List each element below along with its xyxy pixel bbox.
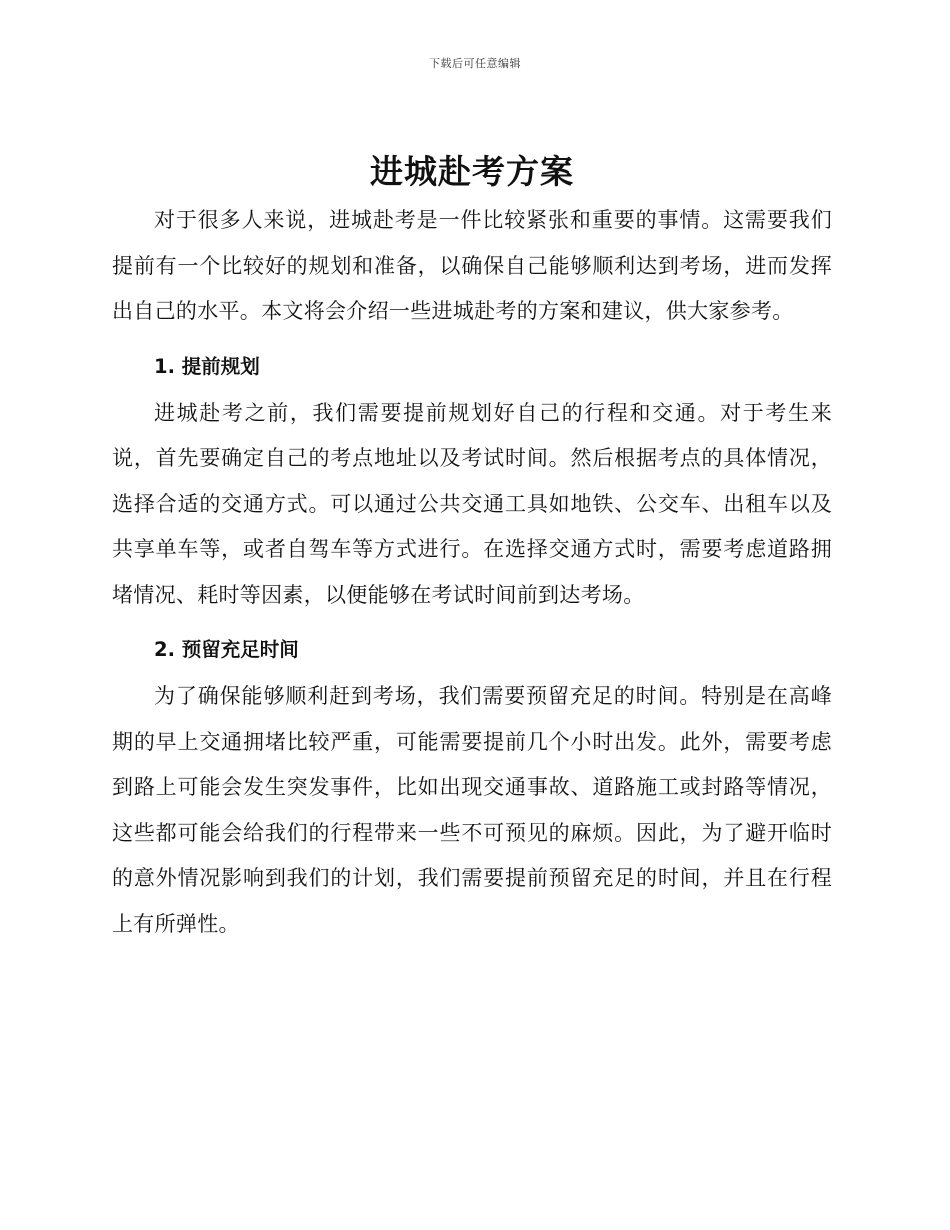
intro-paragraph: 对于很多人来说，进城赴考是一件比较紧张和重要的事情。这需要我们提前有一个比较好的规划和准备，以确保自己能够顺利达到考场，进而发挥出自己的水平。本文将会介绍一些进城赴考的方案和建议，供大家参考。 bbox=[112, 208, 832, 323]
document-body bbox=[112, 148, 832, 947]
section-heading: 1. 提前规划 bbox=[154, 354, 260, 378]
section-1 bbox=[112, 343, 832, 619]
header-note: 下载后可任意编辑 bbox=[429, 57, 521, 70]
section-heading: 2. 预留充足时间 bbox=[154, 638, 299, 661]
section-paragraph: 进城赴考之前，我们需要提前规划好自己的行程和交通。对于考生来说，首先要确定自己的考点地址以及考试时间。然后根据考点的具体情况，选择合适的交通方式。可以通过公共交通工具如地铁、公交车、出租车以及共享单车等，或者自驾车等方式进行。在选择交通方式时，需要考虑道路拥堵情况、耗时等因素，以便能够在考试时间前到达考场。 bbox=[112, 400, 832, 607]
document-title: 进城赴考方案 bbox=[370, 152, 574, 191]
section-paragraph: 为了确保能够顺利赶到考场，我们需要预留充足的时间。特别是在高峰期的早上交通拥堵比较严重，可能需要提前几个小时出发。此外，需要考虑到路上可能会发生突发事件，比如出现交通事故、道路施工或封路等情况，这些都可能会给我们的行程带来一些不可预见的麻烦。因此，为了避开临时的意外情况影响到我们的计划，我们需要提前预留充足的时间，并且在行程上有所弹性。 bbox=[112, 684, 832, 936]
section-2 bbox=[112, 626, 832, 947]
